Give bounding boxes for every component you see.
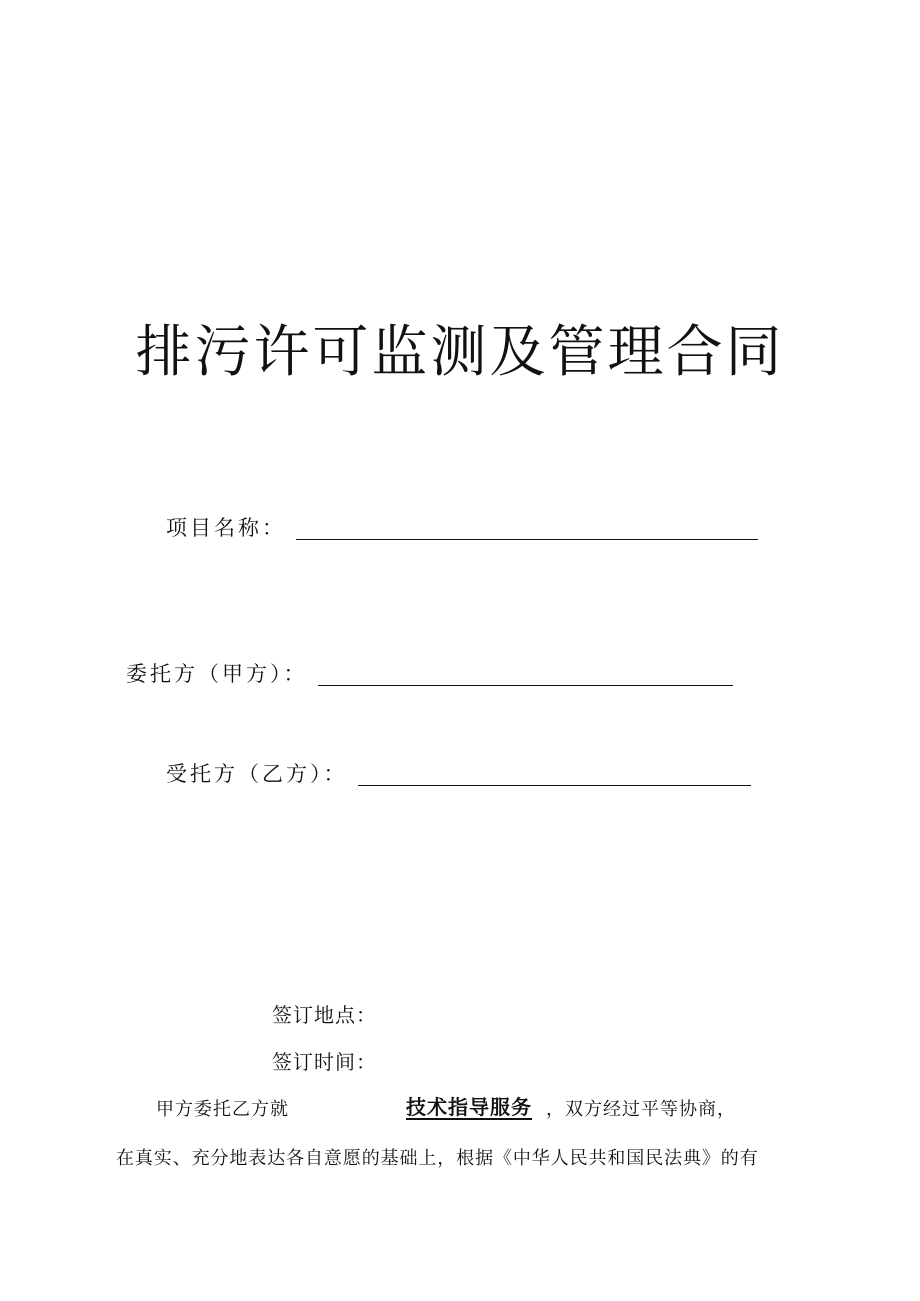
body-line-1 — [156, 1095, 736, 1123]
body-line-1-prefix: 甲方委托乙方就 — [156, 1099, 289, 1120]
client-party-field — [126, 656, 733, 686]
project-name-label: 项目名称： — [166, 516, 286, 540]
client-party-label: 委托方（甲方）： — [126, 662, 308, 686]
contract-title: 排污许可监测及管理合同 — [135, 320, 785, 385]
body-line-2: 在真实、充分地表达各自意愿的基础上，根据《中华人民共和国民法典》的有 — [116, 1148, 759, 1169]
service-type-text: 技术指导服务 — [406, 1095, 532, 1119]
signing-time-label: 签订时间： — [272, 1050, 377, 1074]
contractor-party-field — [166, 756, 751, 786]
body-line-1-suffix: ，双方经过平等协商， — [546, 1099, 736, 1120]
signing-place-label: 签订地点： — [272, 1003, 377, 1027]
contractor-party-blank-line — [358, 765, 751, 786]
contractor-party-label: 受托方（乙方）： — [166, 762, 348, 786]
project-name-blank-line — [296, 519, 758, 540]
project-name-field — [166, 510, 758, 540]
client-party-blank-line — [318, 665, 733, 686]
